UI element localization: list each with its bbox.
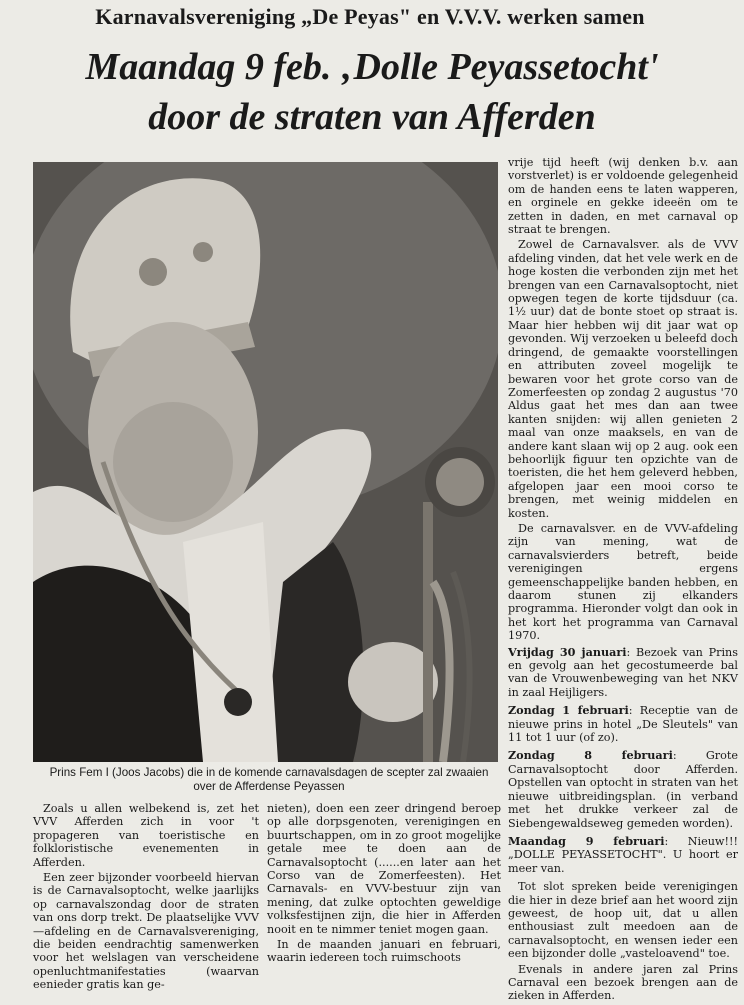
paragraph: vrije tijd heeft (wij denken b.v. aan vorstverlet) is er voldoende gelegenheid om de handen eens te laten wapperen, en orginele en gekke ideeën om te zetten in daden, en met carnaval op straat te brengen. [508, 156, 738, 237]
paragraph: nieten), doen een zeer dringend beroep op alle dorpsgenoten, verenigingen en buurtschappen, om in zo groot mogelijke getale mee te doen aan de Carnavalsoptocht (......en later aan het Corso van de Zomerfeesten). Het Carnavals- en VVV-bestuur zijn van mening, dat zulke optochten geweldige volksfestijnen zijn, die hier in Afferden nooit en te nimmer teniet mogen gaan. [267, 802, 501, 936]
article-column-2 [267, 802, 501, 967]
schedule-day: Zondag 1 februari [508, 703, 629, 718]
paragraph: De carnavalsver. en de VVV-afdeling zijn van mening, wat de carnavalsvierders betreft, beide verenigingen ergens gemeenschappelijke banden hebben, en daarom stunen zij elkanders programma. Hieronder volgt dan ook in het kort het programma van Carnaval 1970. [508, 521, 738, 643]
paragraph: Zowel de Carnavalsver. als de VVV afdeling vinden, dat het vele werk en de hoge kosten die verbonden zijn met het brengen van een Carnavalsoptocht, niet opwegen tegen de korte tijdsduur (ca. 1½ uur) dat de bonte stoet op straat is. Maar hier hebben wij dit jaar wat op gevonden. Wij verzoeken u beleefd doch dringend, de gemaakte voorstellingen en attributen zoveel mogelijk te bewaren voor het grote corso van de Zomerfeesten op zondag 2 augustus '70 Aldus gaat het mes dan aan twee kanten snijden: wij allen genieten 2 maal van onze maaksels, en van de andere kant slaan wij op 2 aug. ook een behoorlijk figuur ten opzichte van de toeristen, die het hem geleverd hebben, afgelopen jaar een mooi corso te brengen, met weinig middelen en kosten. [508, 238, 738, 520]
schedule-text: : Bezoek van Prins en gevolg aan het gecostumeerde bal van de Vrouwenbeweging van het NKV in zaal Heijligers. [508, 645, 738, 699]
schedule-text: : Grote Carnavalsoptocht door Afferden. Opstellen van optocht in straten van het nieuwe uitbreidingsplan. (in verband met het drukke verkeer zal de Siebengewaldseweg gemeden worden). [508, 749, 738, 830]
paragraph: Zoals u allen welbekend is, zet het VVV Afferden zich in voor 't propageren van toeristische en folkloristische evenementen in Afferden. [33, 802, 259, 869]
kicker-heading: Karnavalsvereniging „De Peyas" en V.V.V. werken samen [95, 4, 645, 29]
schedule-day: Vrijdag 30 januari [508, 644, 627, 659]
schedule-item [508, 835, 738, 875]
prince-photo [33, 162, 498, 762]
headline-line-2: door de straten van Afferden [148, 96, 596, 138]
schedule-day: Zondag 8 februari [508, 748, 673, 763]
paragraph: Evenals in andere jaren zal Prins Carnaval een bezoek brengen aan de zieken in Afferden. [508, 962, 738, 1003]
schedule-item [508, 749, 738, 829]
paragraph: Tot slot spreken beide verenigingen die hier in deze brief aan het woord zijn geweest, de hoop uit, dat u allen enthousiast zult meedoen aan de carnavalsoptocht, en wensen ieder een een bijzonder dolle „vasteloavend" toe. [508, 880, 738, 961]
photo-caption: Prins Fem I (Joos Jacobs) die in de komende carnavalsdagen de scepter zal zwaaien over de Afferdense Peyassen [49, 766, 489, 793]
article-column-3 [508, 156, 738, 1005]
paragraph: Een zeer bijzonder voorbeeld hiervan is de Carnavalsoptocht, welke jaarlijks op carnavalszondag door de straten van ons dorp trekt. De plaatselijke VVV—afdeling en de Carnavalsvereniging, die beiden eendrachtig samenwerken voor het welslagen van verscheidene openluchtmanifestaties (waarvan eenieder gratis kan ge- [33, 871, 259, 992]
schedule-item [508, 646, 738, 700]
headline [20, 42, 724, 142]
schedule-item [508, 704, 738, 744]
schedule-text: : Nieuw!!! „DOLLE PEYASSETOCHT". U hoort er meer van. [508, 834, 738, 875]
schedule-text: : Receptie van de nieuwe prins in hotel „De Sleutels" van 11 tot 1 uur (of zo). [508, 704, 739, 745]
schedule-day: Maandag 9 februari [508, 833, 665, 848]
paragraph: In de maanden januari en februari, waarin iedereen toch ruimschoots [267, 938, 501, 965]
article-column-1 [33, 802, 259, 994]
headline-line-1: Maandag 9 feb. ‚Dolle Peyassetocht' [85, 46, 659, 88]
